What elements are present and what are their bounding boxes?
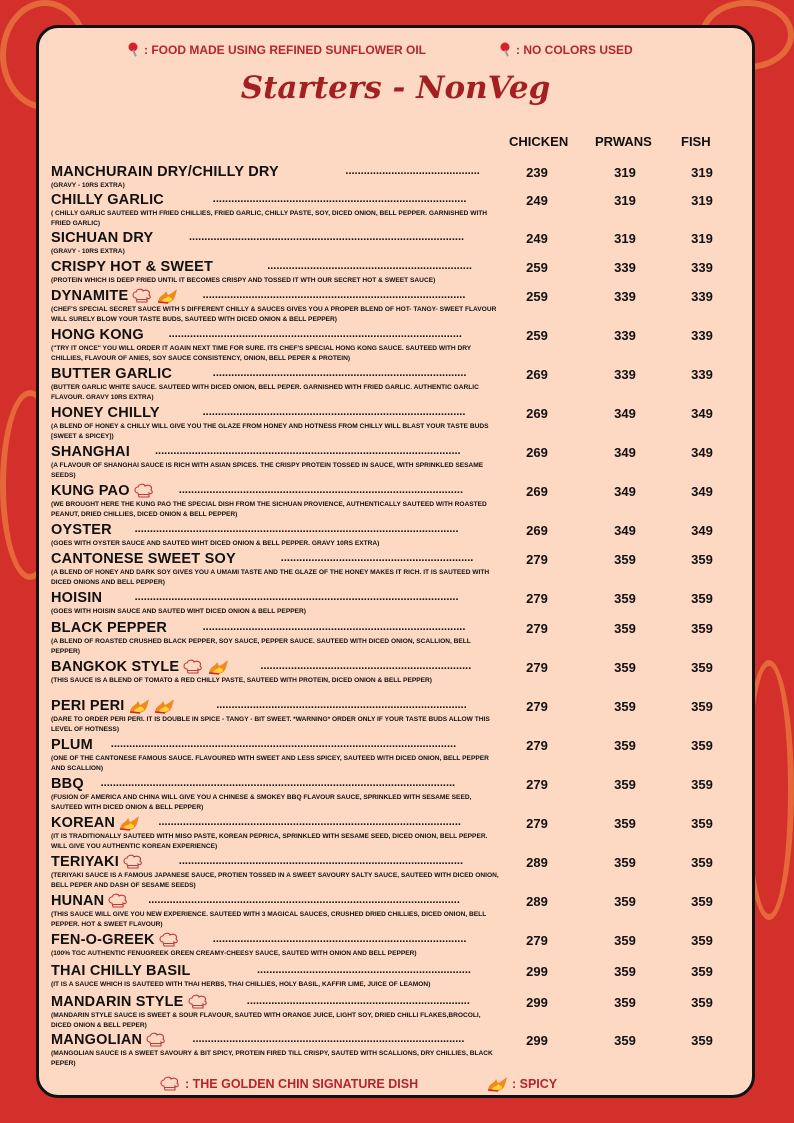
price-prawns: 359 (614, 855, 636, 870)
item-description: (100% TGC AUTHENTIC FENUGREEK GREEN CREAMY-CHEESY SAUCE, SAUTED WITH ONION AND BELL PEPPER) (51, 950, 417, 957)
price-chicken: 269 (526, 367, 548, 382)
price-chicken: 249 (526, 193, 548, 208)
pin-icon (127, 42, 141, 58)
legend-signature (159, 1076, 418, 1092)
flame-icon (153, 698, 175, 714)
item-name-wrap (51, 620, 167, 636)
dot-leader: ...................................................................................... (202, 289, 466, 301)
price-fish: 359 (691, 964, 713, 979)
item-description: (GOES WITH OYSTER SAUCE AND SAUTED WIHT DICED ONION & BELL PEPPER. GRAVY 10RS EXTRA) (51, 540, 380, 547)
price-prawns: 349 (614, 406, 636, 421)
item-name-wrap (51, 994, 209, 1010)
item-description: (IT IS A SAUCE WHICH IS SAUTEED WITH THAI HERBS, THAI CHILLIES, HOLY BASIL, KAFFIR LIME, JUICE OF LEAMON) (51, 981, 431, 988)
price-chicken: 269 (526, 406, 548, 421)
item-name: CRISPY HOT & SWEET (51, 259, 214, 275)
item-description: (A BLEND OF HONEY & CHILLY WILL GIVE YOU THE GLAZE FROM HONEY AND HOTNESS FROM CHILLY WILL BLAST YOUR TASTE BUDS [SWEET & SPICEY]) (51, 423, 489, 440)
item-name-wrap (51, 932, 180, 948)
dot-leader: ................................................................................... (212, 193, 467, 205)
dot-leader: .................................................................................. (216, 699, 467, 711)
dot-leader: ................................................................................... (212, 933, 467, 945)
price-prawns: 359 (614, 894, 636, 909)
price-prawns: 339 (614, 289, 636, 304)
item-name-wrap (51, 1032, 167, 1048)
price-chicken: 259 (526, 289, 548, 304)
price-prawns: 359 (614, 660, 636, 675)
legend-spicy-text: : SPICY (512, 1077, 558, 1091)
price-chicken: 269 (526, 523, 548, 538)
price-fish: 319 (691, 231, 713, 246)
item-name-wrap (51, 259, 213, 275)
price-fish: 319 (691, 165, 713, 180)
item-description: (A BLEND OF ROASTED CRUSHED BLACK PEPPER, SOY SAUCE, PEPPER SAUCE. SAUTEED WITH DICED ONION, SCALLION, BELL PEPPER) (51, 638, 471, 655)
price-fish: 359 (691, 738, 713, 753)
price-fish: 359 (691, 552, 713, 567)
item-name-wrap (51, 737, 93, 753)
item-name-wrap (51, 405, 160, 421)
price-prawns: 359 (614, 816, 636, 831)
chef-hat-icon (131, 288, 153, 304)
item-description: (TERIYAKI SAUCE IS A FAMOUS JAPANESE SAUCE, PROTIEN TOSSED IN A SWEET SAVOURY SALTY SAUCE, SAUTEED WITH DICED ONION, BELL PEPER AND DASH OF SESAME SEEDS) (51, 872, 499, 889)
price-prawns: 359 (614, 552, 636, 567)
price-fish: 319 (691, 193, 713, 208)
price-fish: 349 (691, 484, 713, 499)
item-name: BBQ (51, 776, 84, 792)
column-header-chicken: CHICKEN (509, 134, 569, 149)
column-header-fish: FISH (681, 134, 711, 149)
price-fish: 359 (691, 699, 713, 714)
dot-leader: ......................................................................... (246, 995, 470, 1007)
price-prawns: 349 (614, 445, 636, 460)
pin-icon (499, 42, 513, 58)
price-chicken: 279 (526, 738, 548, 753)
legend-spicy (486, 1076, 557, 1092)
item-description: (GRAVY - 10RS EXTRA) (51, 248, 125, 255)
item-name: BANGKOK STYLE (51, 659, 180, 675)
flame-icon (156, 288, 178, 304)
dot-leader: ................................................................................................... (158, 816, 461, 828)
dot-leader: .......................................................................................................... (134, 591, 459, 603)
chef-hat-icon (187, 994, 209, 1010)
price-chicken: 239 (526, 165, 548, 180)
price-fish: 359 (691, 855, 713, 870)
item-name: HONG KONG (51, 327, 144, 343)
item-name-wrap (51, 590, 102, 606)
price-fish: 339 (691, 328, 713, 343)
dot-leader: ................................................................................................................. (110, 738, 457, 750)
price-prawns: 339 (614, 367, 636, 382)
price-chicken: 299 (526, 964, 548, 979)
flame-icon (118, 815, 140, 831)
item-description: (THIS SAUCE WILL GIVE YOU NEW EXPERIENCE. SAUTEED WITH 3 MAGICAL SAUCES, CRUSHED DRIED CHILLIES, DICED ONION, BELL PEPPER. HOT & SWEET FLAVOUR) (51, 911, 487, 928)
item-name: PLUM (51, 737, 93, 753)
item-description: (DARE TO ORDER PERI PERI. IT IS DOUBLE IN SPICE - TANGY - BIT SWEET. *WARNING* ORDER ONLY IF YOUR TASTE BUDS ALLOW THIS LEVEL OF HOTNESS) (51, 716, 490, 733)
dot-leader: ............................................................... (280, 552, 474, 564)
price-prawns: 359 (614, 777, 636, 792)
price-prawns: 339 (614, 328, 636, 343)
price-chicken: 279 (526, 699, 548, 714)
chef-hat-icon (159, 1076, 181, 1092)
price-chicken: 269 (526, 445, 548, 460)
price-chicken: 299 (526, 1033, 548, 1048)
item-name: TERIYAKI (51, 854, 119, 870)
dot-leader: .................................................................................................................... (100, 777, 456, 789)
chef-hat-icon (133, 483, 155, 499)
item-name-wrap (51, 230, 153, 246)
item-name: BLACK PEPPER (51, 620, 167, 636)
item-description: ("TRY IT ONCE" YOU WILL ORDER IT AGAIN NEXT TIME FOR SURE. ITS CHEF'S SPECIAL HONG KONG SAUCE. SAUTEED WITH DRY CHILLIES, FLAVOUR OF ANIES, SOY SAUCE CONSISTENCY, ONION, BELL PEPER & PROTEIN) (51, 345, 472, 362)
price-fish: 349 (691, 445, 713, 460)
item-description: (CHEF'S SPECIAL SECRET SAUCE WITH 5 DIFFERENT CHILLY & SAUCES GIVES YOU A PROPER BLEND OF HOT- TANGY- SWEET FLAVOUR WILL SURELY BLOW YOUR TASTE BUDS, SAUTEED WITH DICED ONION & BELL PEPPER) (51, 306, 497, 323)
item-name-wrap (51, 522, 112, 538)
price-prawns: 349 (614, 523, 636, 538)
item-description: (A FLAVOUR OF SHANGHAI SAUCE IS RICH WITH ASIAN SPICES. THE CRISPY PROTEIN TOSSED IN SAUCE, WITH SPRINKLED SESAME SEEDS) (51, 462, 484, 479)
dot-leader: ..................................................................... (260, 660, 472, 672)
item-description: (WE BROUGHT HERE THE KUNG PAO THE SPECIAL DISH FROM THE SICHUAN PROVIENCE, AUTHENTICALLY SAUTEED WITH ROASTED PEANUT, DRIED CHILLIES, DICED ONION & BELL PEPPER) (51, 501, 487, 518)
item-name-wrap (51, 551, 236, 567)
price-prawns: 359 (614, 995, 636, 1010)
price-fish: 359 (691, 777, 713, 792)
price-chicken: 289 (526, 855, 548, 870)
item-description: (THIS SAUCE IS A BLEND OF TOMATO & RED CHILLY PASTE, SAUTEED WITH PROTEIN, DICED ONION & BELL PEPPER) (51, 677, 432, 684)
price-prawns: 359 (614, 933, 636, 948)
dot-leader: .......................................................................................... (189, 231, 465, 243)
item-description: (GRAVY - 10RS EXTRA) (51, 182, 125, 189)
item-name-wrap (51, 854, 144, 870)
price-chicken: 279 (526, 621, 548, 636)
item-name: SHANGHAI (51, 444, 130, 460)
item-name-wrap (51, 776, 84, 792)
price-fish: 359 (691, 1033, 713, 1048)
item-name: HUNAN (51, 893, 105, 909)
item-description: (GOES WITH HOISIN SAUCE AND SAUTED WIHT DICED ONION & BELL PEPPER) (51, 608, 306, 615)
column-header-prawns: PRWANS (595, 134, 652, 149)
item-name: DYNAMITE (51, 288, 129, 304)
item-name: MANCHURAIN DRY/CHILLY DRY (51, 164, 279, 180)
price-prawns: 359 (614, 591, 636, 606)
chef-hat-icon (107, 893, 129, 909)
item-name: OYSTER (51, 522, 112, 538)
dot-leader: ................................................................................................ (168, 328, 462, 340)
price-fish: 359 (691, 933, 713, 948)
price-prawns: 349 (614, 484, 636, 499)
price-prawns: 339 (614, 260, 636, 275)
price-prawns: 359 (614, 699, 636, 714)
item-name-wrap (51, 192, 164, 208)
price-fish: 359 (691, 894, 713, 909)
price-fish: 359 (691, 621, 713, 636)
legend-signature-text: : THE GOLDEN CHIN SIGNATURE DISH (185, 1077, 419, 1091)
item-name: BUTTER GARLIC (51, 366, 173, 382)
dot-leader: ......................................................................................... (192, 1033, 465, 1045)
price-chicken: 279 (526, 591, 548, 606)
item-description: (IT IS TRADITIONALLY SAUTEED WITH MISO PASTE, KOREAN PEPRICA, SPRINKLED WITH SESAME SEED, DICED ONION, BELL PEPPER. WILL GIVE YOU AUTHENTIC KOREAN EXPERIENCE) (51, 833, 488, 850)
dot-leader: .......................................................................................................... (134, 523, 459, 535)
item-name: KUNG PAO (51, 483, 130, 499)
menu-card (36, 25, 755, 1098)
price-prawns: 359 (614, 1033, 636, 1048)
item-name-wrap (51, 444, 130, 460)
legend-no-colors (499, 42, 633, 58)
price-prawns: 319 (614, 193, 636, 208)
price-chicken: 289 (526, 894, 548, 909)
dot-leader: ...................................................................................... (202, 406, 466, 418)
legend-oil-text: : FOOD MADE USING REFINED SUNFLOWER OIL (144, 43, 426, 57)
item-name-wrap (51, 366, 172, 382)
price-fish: 349 (691, 406, 713, 421)
dot-leader: ................................................................................... (212, 367, 467, 379)
item-name-wrap (51, 288, 178, 304)
dot-leader: .................................................................................................... (155, 445, 461, 457)
price-fish: 349 (691, 523, 713, 538)
dot-leader: ............................................................................................. (178, 855, 464, 867)
price-prawns: 359 (614, 621, 636, 636)
flame-icon (207, 659, 229, 675)
price-chicken: 279 (526, 816, 548, 831)
item-description: (A BLEND OF HONEY AND DARK SOY GIVES YOU A UMAMI TASTE AND THE GLAZE OF THE HONEY MAKES IT RICH. IT IS SAUTEED WITH DICED ONIONS AND BELL PEPPER) (51, 569, 490, 586)
price-chicken: 279 (526, 660, 548, 675)
item-name: HOISIN (51, 590, 103, 606)
price-chicken: 269 (526, 484, 548, 499)
item-name-wrap (51, 893, 129, 909)
item-name: HONEY CHILLY (51, 405, 160, 421)
item-description: ( CHILLY GARLIC SAUTEED WITH FRIED CHILLIES, FRIED GARLIC, CHILLY PASTE, SOY, DICED ONION, BELL PEPPER. GARNISHED WITH FRIED GARLIC) (51, 210, 488, 227)
price-prawns: 359 (614, 964, 636, 979)
price-fish: 339 (691, 367, 713, 382)
item-description: (BUTTER GARLIC WHITE SAUCE. SAUTEED WITH DICED ONION, BELL PEPER. GARNISHED WITH FRIED GARLIC. AUTHENTIC GARLIC FLAVOUR. GRAVY 10RS EXTRA) (51, 384, 479, 401)
price-chicken: 279 (526, 552, 548, 567)
price-chicken: 259 (526, 260, 548, 275)
dot-leader: ...................................................................................... (202, 621, 466, 633)
price-chicken: 249 (526, 231, 548, 246)
page-title: Starters - NonVeg (240, 70, 551, 106)
item-name: MANDARIN STYLE (51, 994, 184, 1010)
item-description: (MANDARIN STYLE SAUCE IS SWEET & SOUR FLAVOUR, SAUTED WITH ORANGE JUICE, LIGHT SOY, DRIED CHILLI FLAKES,BROCOLI, DICED ONION & BELL PEPER) (51, 1012, 481, 1029)
item-name: MANGOLIAN (51, 1032, 143, 1048)
item-name: CANTONESE SWEET SOY (51, 551, 236, 567)
item-name-wrap (51, 659, 229, 675)
item-description: (ONE OF THE CANTONESE FAMOUS SAUCE. FLAVOURED WITH SWEET AND LESS SPICEY, SAUTEED WITH DICED ONION, BELL PEPPER AND SCALLION) (51, 755, 489, 772)
price-prawns: 319 (614, 231, 636, 246)
item-name: SICHUAN DRY (51, 230, 154, 246)
item-name: FEN-O-GREEK (51, 932, 155, 948)
price-fish: 359 (691, 660, 713, 675)
price-chicken: 259 (526, 328, 548, 343)
item-name-wrap (51, 963, 191, 979)
chef-hat-icon (158, 932, 180, 948)
chef-hat-icon (182, 659, 204, 675)
dot-leader: ...................................................................................................... (148, 894, 460, 906)
flame-icon (128, 698, 150, 714)
price-chicken: 279 (526, 777, 548, 792)
item-description: (FUSION OF AMERICA AND CHINA WILL GIVE YOU A CHINESE & SMOKEY BBQ FLAVOUR SAUCE, SPRINKLED WITH SESAME SEED, SAUTEED WITH DICED ONION & BELL PEPPER) (51, 794, 472, 811)
price-fish: 359 (691, 816, 713, 831)
item-name-wrap (51, 483, 155, 499)
dot-leader: ...................................................................... (257, 964, 471, 976)
item-name-wrap (51, 698, 175, 714)
dot-leader: ............................................................................................. (178, 484, 464, 496)
price-prawns: 319 (614, 165, 636, 180)
item-name: THAI CHILLY BASIL (51, 963, 191, 979)
item-name-wrap (51, 815, 140, 831)
item-name: CHILLY GARLIC (51, 192, 164, 208)
item-name-wrap (51, 164, 279, 180)
dot-leader: ............................................ (345, 165, 480, 177)
item-name-wrap (51, 327, 144, 343)
flame-icon (486, 1076, 508, 1092)
chef-hat-icon (145, 1032, 167, 1048)
chef-hat-icon (122, 854, 144, 870)
price-chicken: 299 (526, 995, 548, 1010)
price-prawns: 359 (614, 738, 636, 753)
item-name: KOREAN (51, 815, 116, 831)
price-fish: 359 (691, 995, 713, 1010)
price-fish: 339 (691, 289, 713, 304)
price-fish: 359 (691, 591, 713, 606)
legend-no-colors-text: : NO COLORS USED (516, 43, 633, 57)
price-chicken: 279 (526, 933, 548, 948)
price-fish: 339 (691, 260, 713, 275)
legend-oil (127, 42, 426, 58)
item-description: (MANGOLIAN SAUCE IS A SWEET SAVOURY & BIT SPICY, PROTEIN FIRED TILL CRISPY, SAUTED WITH SCALLIONS, DRY CHILLIES, BLACK PEPER) (51, 1050, 493, 1067)
item-name: PERI PERI (51, 698, 125, 714)
item-description: (PROTEIN WHICH IS DEEP FRIED UNTIL IT BECOMES CRISPY AND TOSSED IT WTH OUR SECRET HOT & SWEET SAUCE) (51, 277, 436, 284)
dot-leader: ................................................................... (267, 260, 472, 272)
